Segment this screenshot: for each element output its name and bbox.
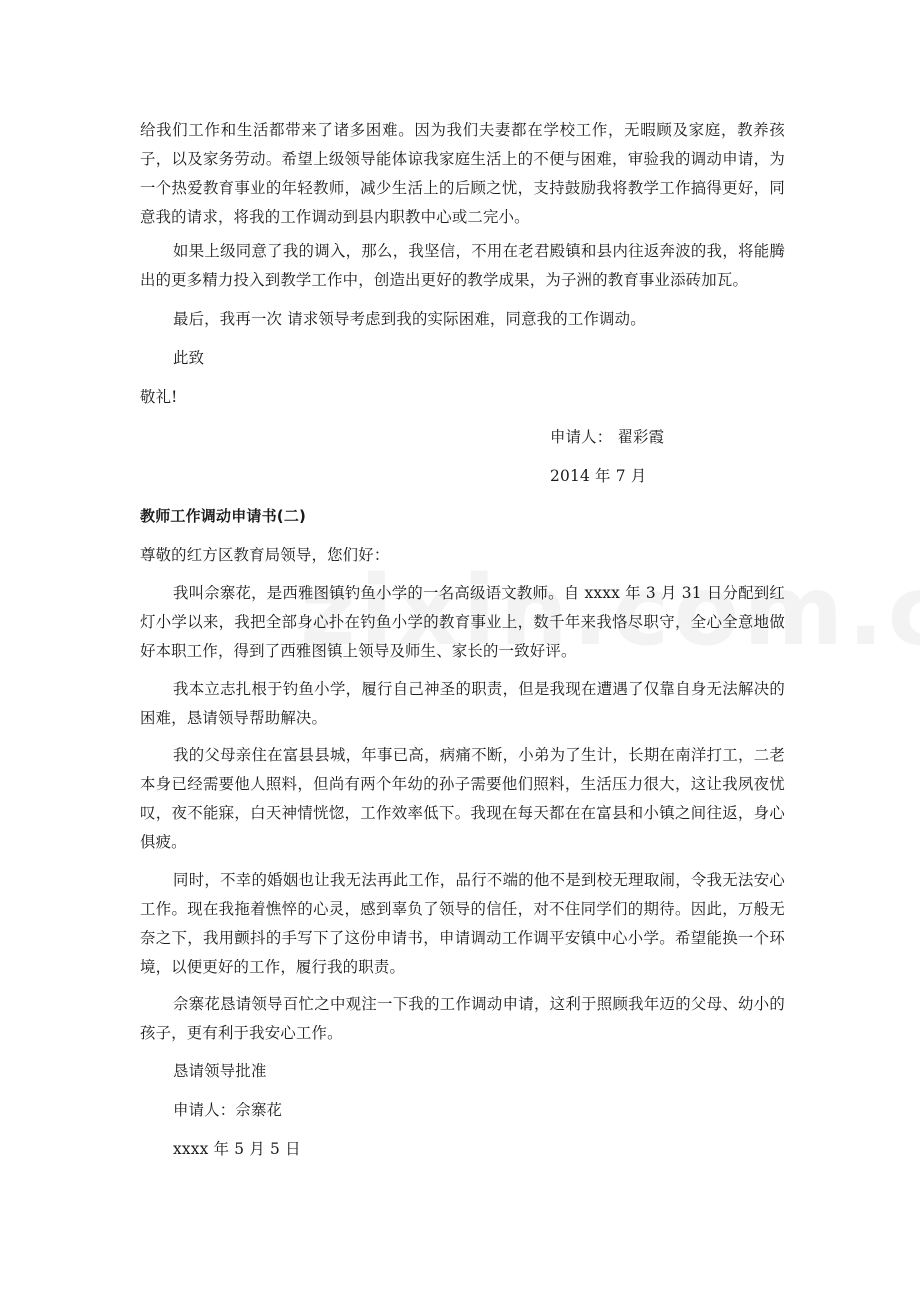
section-title: 教师工作调动申请书(二)	[140, 507, 307, 525]
signature-applicant-2: 申请人：佘寨花	[173, 1101, 283, 1119]
paragraph-marriage: 同时，不幸的婚姻也让我无法再此工作，品行不端的他不是到校无理取闹，令我无法安心工作。现在我拖着憔悴的心灵，感到辜负了领导的信任，对不住同学们的期待。因此，万般无奈之下，我用颤抖的手写下了这份申请书，申请调动工作调平安镇中心小学。希望能换一个环境，以便更好的工作，履行我的职责。	[140, 871, 785, 976]
signature-date-1: 2014 年 7 月	[550, 467, 647, 485]
paragraph-introduction: 我叫佘寨花，是西雅图镇钓鱼小学的一名高级语文教师。自 xxxx 年 3 月 31 日分配到红灯小学以来，我把全部身心扑在钓鱼小学的教育事业上，数千年来我恪尽职守，全心全意地做好本职工作，得到了西雅图镇上领导及师生、家长的一致好评。	[140, 584, 785, 660]
paragraph-family: 我的父母亲住在富县县城，年事已高，病痛不断，小弟为了生计，长期在南洋打工，二老本身已经需要他人照料，但尚有两个年幼的孙子需要他们照料，生活压力很大，这让我夙夜忧叹，夜不能寐，白天神情恍惚，工作效率低下。我现在每天都在在富县和小镇之间往返，身心俱疲。	[140, 746, 785, 851]
closing-jingli: 敬礼!	[140, 388, 178, 406]
closing-request: 恳请领导批准	[173, 1062, 267, 1080]
signature-date-2: xxxx 年 5 月 5 日	[173, 1140, 301, 1158]
paragraph-final-request: 最后，我再一次 请求领导考虑到我的实际困难，同意我的工作调动。	[173, 310, 646, 328]
signature-applicant-1: 申请人： 翟彩霞	[550, 428, 665, 446]
paragraph-plea: 佘寨花恳请领导百忙之中观注一下我的工作调动申请，这利于照顾我年迈的父母、幼小的孩子，更有利于我安心工作。	[140, 995, 785, 1042]
salutation: 尊敬的红方区教育局领导，您们好：	[140, 546, 390, 564]
paragraph-difficulty: 我本立志扎根于钓鱼小学，履行自己神圣的职责，但是我现在遭遇了仅靠自身无法解决的困难，恳请领导帮助解决。	[140, 680, 785, 727]
closing-cizhi: 此致	[173, 349, 205, 367]
paragraph-if-approved: 如果上级同意了我的调入，那么，我坚信，不用在老君殿镇和县内往返奔波的我，将能腾出的更多精力投入到教学工作中，创造出更好的教学成果，为子洲的教育事业添砖加瓦。	[140, 242, 785, 289]
paragraph-continuation: 给我们工作和生活都带来了诸多困难。因为我们夫妻都在学校工作，无暇顾及家庭，教养孩子，以及家务劳动。希望上级领导能体谅我家庭生活上的不便与困难，审验我的调动申请，为一个热爱教育事业的年轻教师，减少生活上的后顾之忧，支持鼓励我将教学工作搞得更好，同意我的请求，将我的工作调动到县内职教中心或二完小。	[140, 121, 785, 226]
